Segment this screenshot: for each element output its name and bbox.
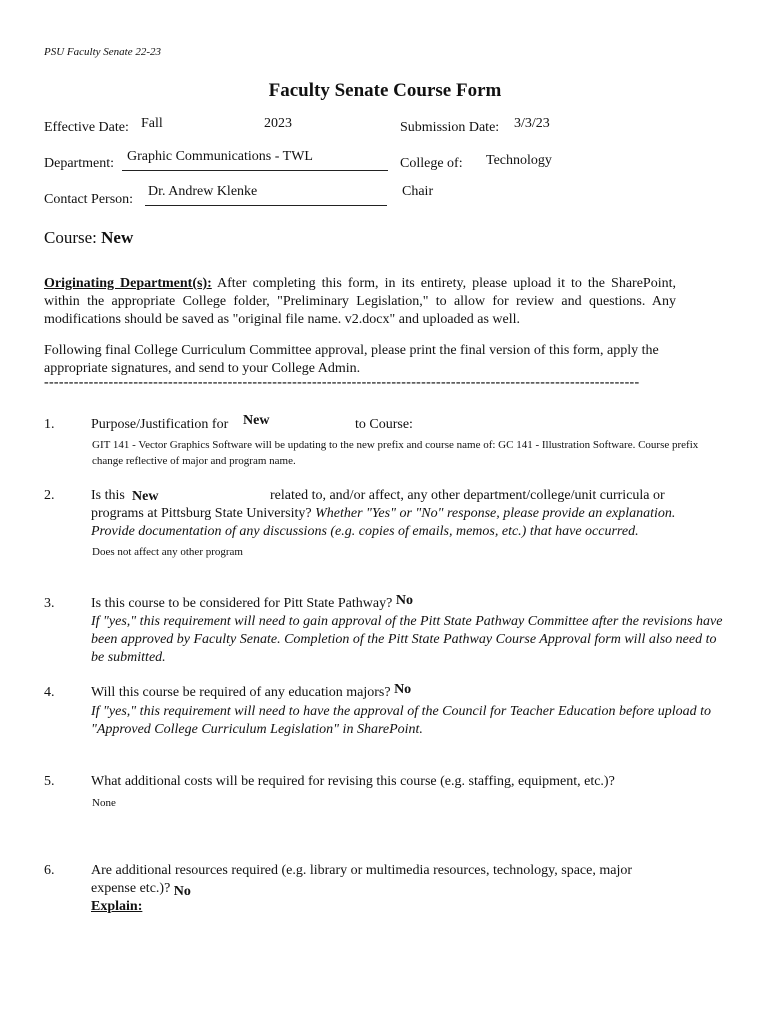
- effective-date-label: Effective Date:: [44, 120, 129, 135]
- q4-answer-field[interactable]: No: [394, 682, 412, 697]
- q6-explain-label: Explain:: [91, 899, 143, 914]
- q5-response-field[interactable]: None: [92, 797, 116, 809]
- course-value[interactable]: New: [101, 228, 134, 247]
- header-note: PSU Faculty Senate 22-23: [44, 46, 161, 58]
- q6-number: 6.: [44, 863, 55, 878]
- q6-line2: [91, 881, 191, 897]
- effective-term-field[interactable]: Fall: [141, 116, 163, 131]
- q2-prefix: Is this: [91, 488, 125, 503]
- q1-response-field[interactable]: GIT 141 - Vector Graphics Software will be updating to the new prefix and course name of: GC 141 - Illustration Software. Course prefix change reflective of major and program name.: [92, 439, 699, 467]
- college-label: College of:: [400, 156, 463, 171]
- q5-text: What additional costs will be required for revising this course (e.g. staffing, equipment, etc.)?: [91, 774, 615, 789]
- q1-suffix: to Course:: [355, 417, 413, 432]
- contact-underline: [145, 205, 387, 206]
- q3-italic-note: If "yes," this requirement will need to gain approval of the Pitt State Pathway Committee after the revisions have been approved by Faculty Senate. Completion of the Pitt State Pathway Course Approval form will also need to be submitted.: [91, 614, 723, 665]
- q1-prefix: Purpose/Justification for: [91, 417, 229, 432]
- q6-line2-text: expense etc.)?: [91, 881, 171, 896]
- effective-year-field[interactable]: 2023: [264, 116, 292, 131]
- q3-answer-field[interactable]: No: [395, 593, 413, 608]
- q2-line2: [91, 506, 675, 522]
- q6-answer-field[interactable]: No: [173, 884, 191, 899]
- q4-italic-note: If "yes," this requirement will need to have the approval of the Council for Teacher Education before upload to "Approved College Curriculum Legislation" in SharePoint.: [91, 704, 712, 737]
- department-label: Department:: [44, 156, 114, 171]
- department-underline: [122, 170, 388, 171]
- q2-line3: Provide documentation of any discussions (e.g. copies of emails, memos, etc.) that have occurred.: [91, 524, 639, 539]
- course-line: [44, 228, 133, 248]
- contact-label: Contact Person:: [44, 192, 134, 207]
- originating-paragraph: [44, 275, 676, 329]
- q4-question: Will this course be required of any education majors?: [91, 685, 391, 700]
- q1-answer-field[interactable]: New: [243, 413, 270, 428]
- q2-number: 2.: [44, 488, 55, 503]
- college-field[interactable]: Technology: [486, 153, 552, 168]
- section-divider: ------------------------------------------------------------------------------------------------------------------------: [44, 375, 640, 390]
- q2-suffix: related to, and/or affect, any other department/college/unit curricula or: [270, 488, 665, 503]
- submission-date-label: Submission Date:: [400, 120, 500, 135]
- contact-field[interactable]: Dr. Andrew Klenke: [148, 184, 258, 199]
- q4-number: 4.: [44, 685, 55, 700]
- final-approval-paragraph: Following final College Curriculum Committee approval, please print the final version of this form, apply the appropriate signatures, and send to your College Admin.: [44, 343, 659, 376]
- q1-number: 1.: [44, 417, 55, 432]
- q4-text: [91, 682, 412, 701]
- q6-text: Are additional resources required (e.g. library or multimedia resources, technology, space, major: [91, 863, 633, 878]
- originating-label: Originating Department(s):: [44, 276, 212, 291]
- q2-response-field[interactable]: Does not affect any other program: [92, 546, 243, 558]
- contact-role-field[interactable]: Chair: [402, 184, 434, 199]
- originating-text: After completing this form, in its entirety, please upload it to the SharePoint, within the appropriate College folder, "Preliminary Legislation," to allow for review and questions. Any modifications should be saved as "original file name. v2.docx" and uploaded as well.: [44, 276, 676, 327]
- q2-answer-field[interactable]: New: [132, 489, 159, 504]
- course-label: Course:: [44, 228, 97, 247]
- q3-text: [91, 593, 413, 612]
- q3-number: 3.: [44, 596, 55, 611]
- page-title: Faculty Senate Course Form: [268, 80, 502, 101]
- q3-question: Is this course to be considered for Pitt State Pathway?: [91, 596, 393, 611]
- submission-date-field[interactable]: 3/3/23: [514, 116, 550, 131]
- department-field[interactable]: Graphic Communications - TWL: [127, 149, 313, 164]
- q2-line2-text: programs at Pittsburg State University?: [91, 506, 312, 521]
- q5-number: 5.: [44, 774, 55, 789]
- q2-line2-italic: Whether "Yes" or "No" response, please provide an explanation.: [311, 506, 676, 521]
